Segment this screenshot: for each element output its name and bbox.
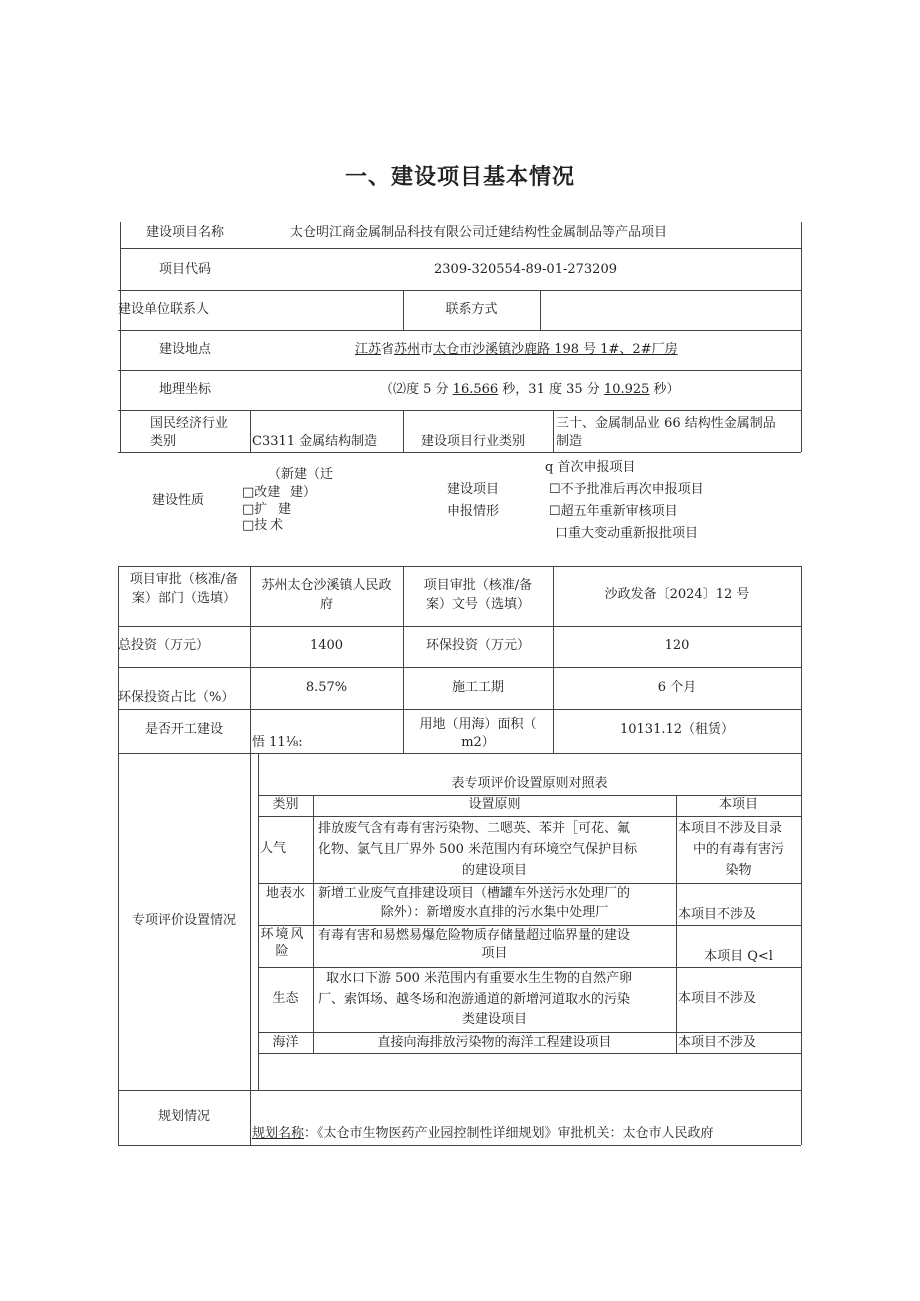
inner-row-principle-line: 新增工业废气直排建设项目（槽罐车外送污水处理厂的 <box>318 886 631 901</box>
inner-row-result-line: 本项目不涉及 <box>678 907 757 922</box>
project-name-value: 太仓明江商金属制品科技有限公司迁建结构性金属制品等产品项目 <box>290 225 668 240</box>
total-investment-value: 1400 <box>309 638 344 653</box>
inner-row-principle-line: 除外）：新增废水直排的污水集中处理厂 <box>380 905 609 920</box>
inner-row-category: 生态 <box>272 991 299 1006</box>
inner-header-project: 本项目 <box>718 797 758 812</box>
approval-doc-label-line2: 案）文号（选填） <box>425 597 530 612</box>
page-title: 一、建设项目基本情况 <box>344 165 575 190</box>
project-industry-value-line1: 三十、金属制品业 66 结构性金属制品 <box>556 416 776 431</box>
inner-row-result-line: 本项目不涉及 <box>678 1035 757 1050</box>
inner-row-principle-line: 有毒有害和易燃易爆危险物质存储量超过临界量的建设 <box>318 928 631 943</box>
nature-option-expand: □扩 <box>242 502 268 517</box>
env-ratio-label: 环保投资占比（%） <box>118 690 235 705</box>
inner-row-category: 地表水 <box>265 886 305 901</box>
declaration-option-first: q 首次申报项目 <box>545 460 636 475</box>
inner-row-principle-line: 排放废气含有毒有害污染物、二嗯英、苯并［可花、氟 <box>318 821 631 836</box>
land-area-value: 10131.12（租赁） <box>619 722 735 737</box>
nature-option-new: （新建（迁 <box>268 467 334 482</box>
contact-method-label: 联系方式 <box>445 302 498 317</box>
nature-option-rebuild: □改建 <box>242 485 281 500</box>
declaration-option-major-change: 口重大变动重新报批项目 <box>555 526 699 541</box>
project-industry-value-line2: 制造 <box>556 434 583 449</box>
started-value: 悟 11⅛: <box>252 735 303 750</box>
inner-row-principle-line: 的建设项目 <box>461 863 527 878</box>
industry-category-label-line2: 类别 <box>150 434 177 449</box>
inner-row-principle-line: 类建设项目 <box>461 1012 527 1027</box>
inner-row-result-line: 中的有毒有害污 <box>692 842 784 857</box>
declaration-option-five-year: ☐超五年重新审核项目 <box>549 504 678 519</box>
declaration-label-line1: 建设项目 <box>447 482 500 497</box>
construction-period-label: 施工工期 <box>451 680 504 695</box>
construction-period-value: 6 个月 <box>657 680 697 695</box>
inner-row-result-line: 染物 <box>725 863 752 878</box>
location-value: 江苏省苏州市太仓市沙溪镇沙鹿路 198 号 1#、2#厂房 <box>355 342 678 357</box>
inner-row-principle-line: 化物、氯气且厂界外 500 米范围内有环境空气保护目标 <box>318 842 638 857</box>
inner-row-category: 环境风险 <box>260 927 306 959</box>
nature-option-new-tail: 建） <box>290 485 317 500</box>
nature-option-tech: □技 <box>242 518 268 533</box>
nature-option-expand-tail: 建 <box>278 502 292 517</box>
declaration-label-line2: 申报情形 <box>447 504 500 519</box>
land-area-label-line2: m2） <box>461 735 495 750</box>
approval-dept-label-line1: 项目审批（核准/备 <box>129 572 239 587</box>
inner-row-result-line: 本项目不涉及 <box>678 991 757 1006</box>
inner-header-principle: 设置原则 <box>468 797 521 812</box>
inner-row-principle-line: 取水口下游 500 米范围内有重要水生生物的自然产卵 <box>326 971 633 986</box>
contact-person-label: 建设单位联系人 <box>118 302 210 317</box>
env-investment-label: 环保投资（万元） <box>425 638 530 653</box>
location-label: 建设地点 <box>158 342 211 357</box>
project-code-label: 项目代码 <box>158 262 211 277</box>
env-ratio-value: 8.57% <box>305 680 348 695</box>
inner-row-principle-line: 厂、索饵场、越冬场和泡游通道的新增河道取水的污染 <box>318 992 631 1007</box>
inner-table-title: 表专项评价设置原则对照表 <box>451 776 608 791</box>
nature-option-tech-tail: 术 <box>270 518 284 533</box>
inner-row-category: 海洋 <box>272 1035 299 1050</box>
planning-value: 规划名称：《太仓市生物医药产业园控制性详细规划》审批机关：太仓市人民政府 <box>252 1126 714 1141</box>
land-area-label-line1: 用地（用海）面积（ <box>419 717 537 732</box>
coordinate-value: （⑵度 5 分 16.566 秒，31 度 35 分 10.925 秒） <box>380 382 680 397</box>
inner-header-category: 类别 <box>272 797 299 812</box>
approval-doc-label-line1: 项目审批（核准/备 <box>423 578 533 593</box>
inner-row-category: 人气 <box>260 841 287 856</box>
construction-nature-label: 建设性质 <box>152 493 205 508</box>
approval-dept-value-line1: 苏州太仓沙溪镇人民政 <box>261 578 392 593</box>
industry-category-value: C3311 金属结构制造 <box>252 434 378 449</box>
project-industry-label: 建设项目行业类别 <box>421 434 526 449</box>
coordinate-label: 地理坐标 <box>158 382 211 397</box>
special-evaluation-label: 专项评价设置情况 <box>131 913 236 928</box>
approval-dept-value-line2: 府 <box>319 597 333 612</box>
project-name-label: 建设项目名称 <box>145 225 224 240</box>
planning-label: 规划情况 <box>157 1109 210 1124</box>
approval-dept-label-line2: 案）部门（选填） <box>131 591 236 606</box>
inner-row-result-line: 本项目不涉及目录 <box>678 821 783 836</box>
total-investment-label: 总投资（万元） <box>118 638 210 653</box>
project-code-value: 2309-320554-89-01-273209 <box>434 262 617 277</box>
approval-doc-value: 沙政发备〔2024〕12 号 <box>604 587 750 602</box>
inner-row-principle-line: 项目 <box>481 946 508 961</box>
inner-row-result-line: 本项目 Q<l <box>704 949 773 964</box>
started-label: 是否开工建设 <box>144 722 223 737</box>
declaration-option-resubmit: ☐不予批准后再次申报项目 <box>549 482 704 497</box>
env-investment-value: 120 <box>664 638 690 653</box>
industry-category-label-line1: 国民经济行业 <box>150 416 229 431</box>
inner-row-principle-line: 直接向海排放污染物的海洋工程建设项目 <box>377 1035 612 1050</box>
